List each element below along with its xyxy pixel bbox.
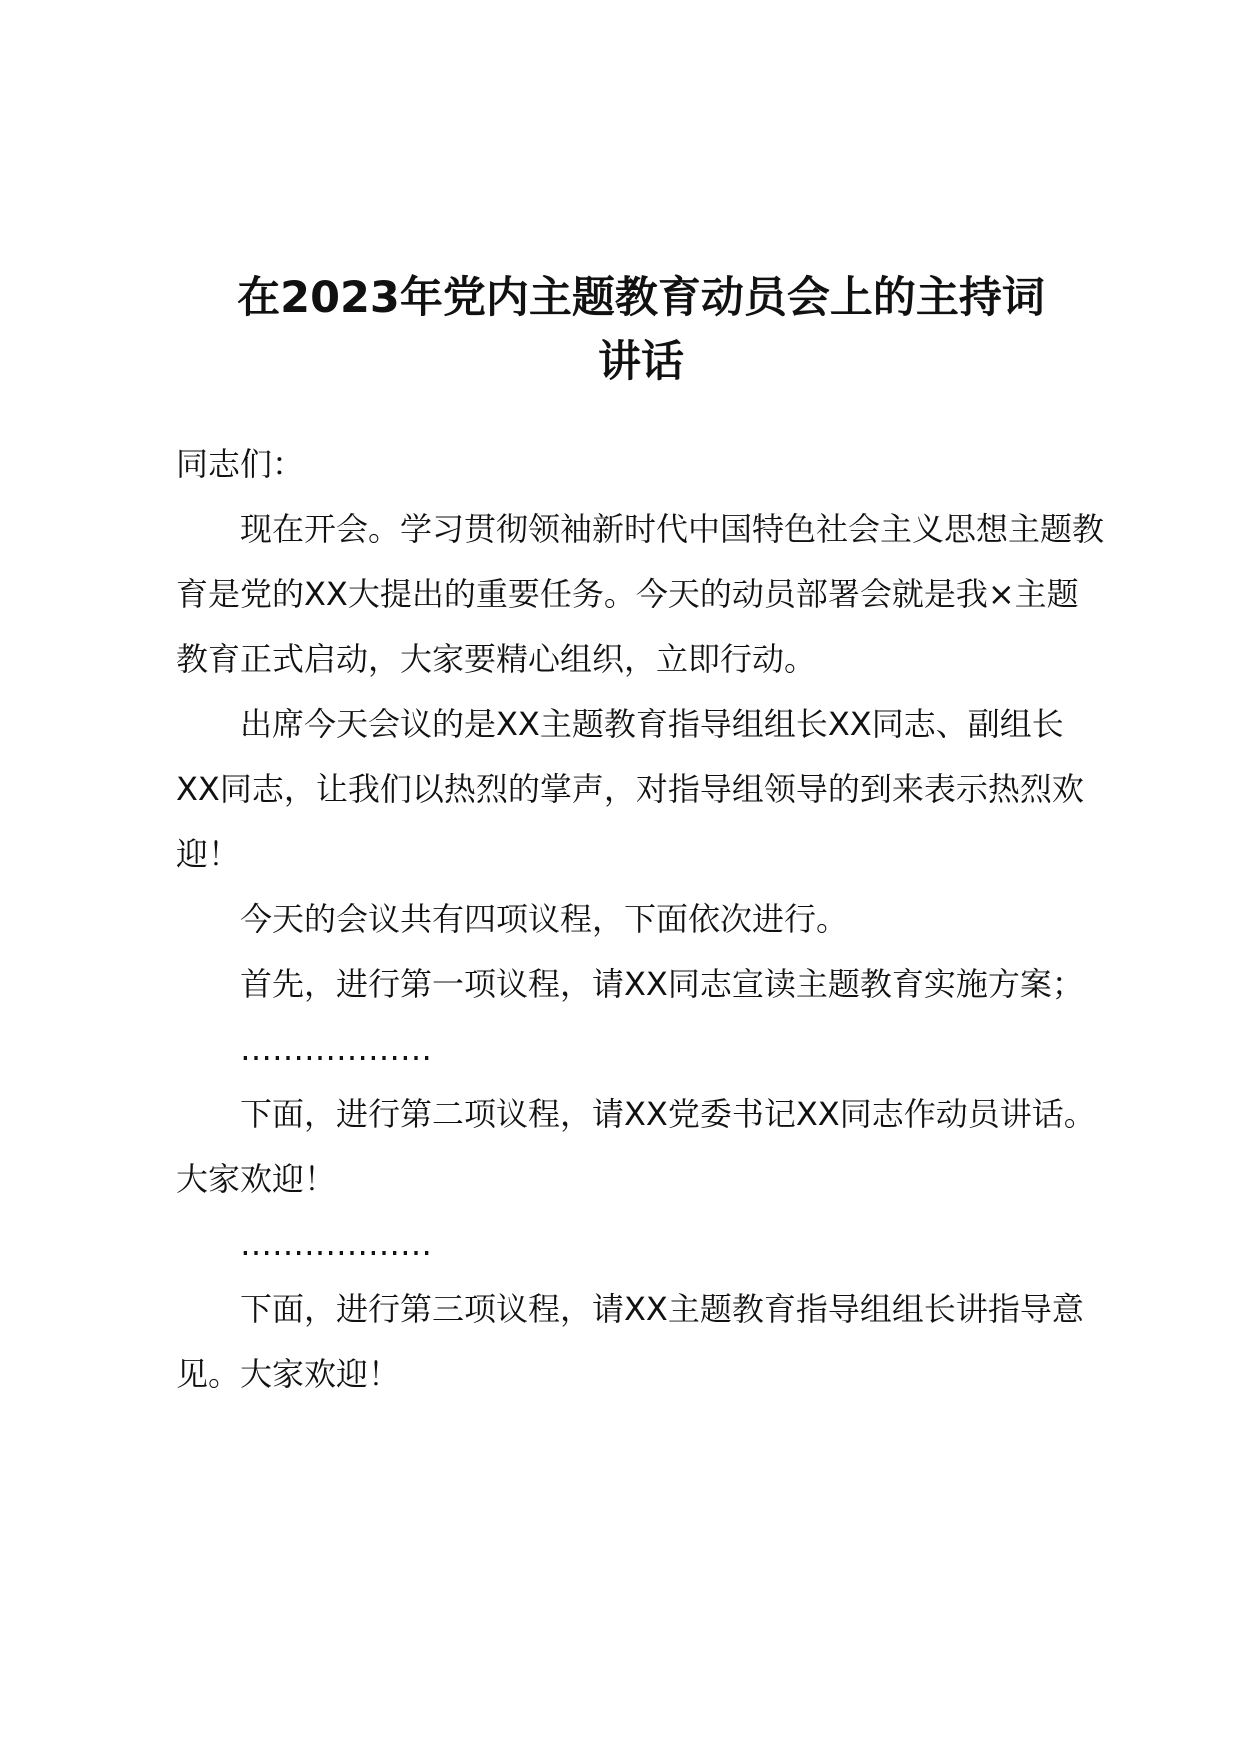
ellipsis-separator: ……………… — [240, 1225, 432, 1263]
document-page — [176, 266, 1106, 1407]
salutation: 同志们： — [176, 445, 305, 483]
ellipsis-separator: ……………… — [240, 1030, 432, 1068]
title-line-2: 讲话 — [598, 337, 684, 387]
paragraph-agenda-intro: 今天的会议共有四项议程，下面依次进行。 — [240, 900, 849, 938]
title-line-1: 在2023年党内主题教育动员会上的主持词 — [237, 273, 1045, 323]
paragraph-agenda-item-1: 首先，进行第一项议程，请XX同志宣读主题教育实施方案； — [240, 965, 1084, 1003]
paragraph-agenda-item-3: 下面，进行第三项议程，请XX主题教育指导组组长讲指导意见。大家欢迎！ — [176, 1290, 1084, 1393]
document-body — [176, 432, 1106, 1407]
document-title — [176, 266, 1106, 394]
paragraph-attendees: 出席今天会议的是XX主题教育指导组组长XX同志、副组长XX同志，让我们以热烈的掌声，对指导组领导的到来表示热烈欢迎！ — [176, 705, 1084, 873]
paragraph-agenda-item-2: 下面，进行第二项议程，请XX党委书记XX同志作动员讲话。大家欢迎！ — [176, 1095, 1096, 1198]
paragraph-opening: 现在开会。学习贯彻领袖新时代中国特色社会主义思想主题教育是党的XX大提出的重要任务。今天的动员部署会就是我×主题教育正式启动，大家要精心组织，立即行动。 — [176, 510, 1105, 678]
